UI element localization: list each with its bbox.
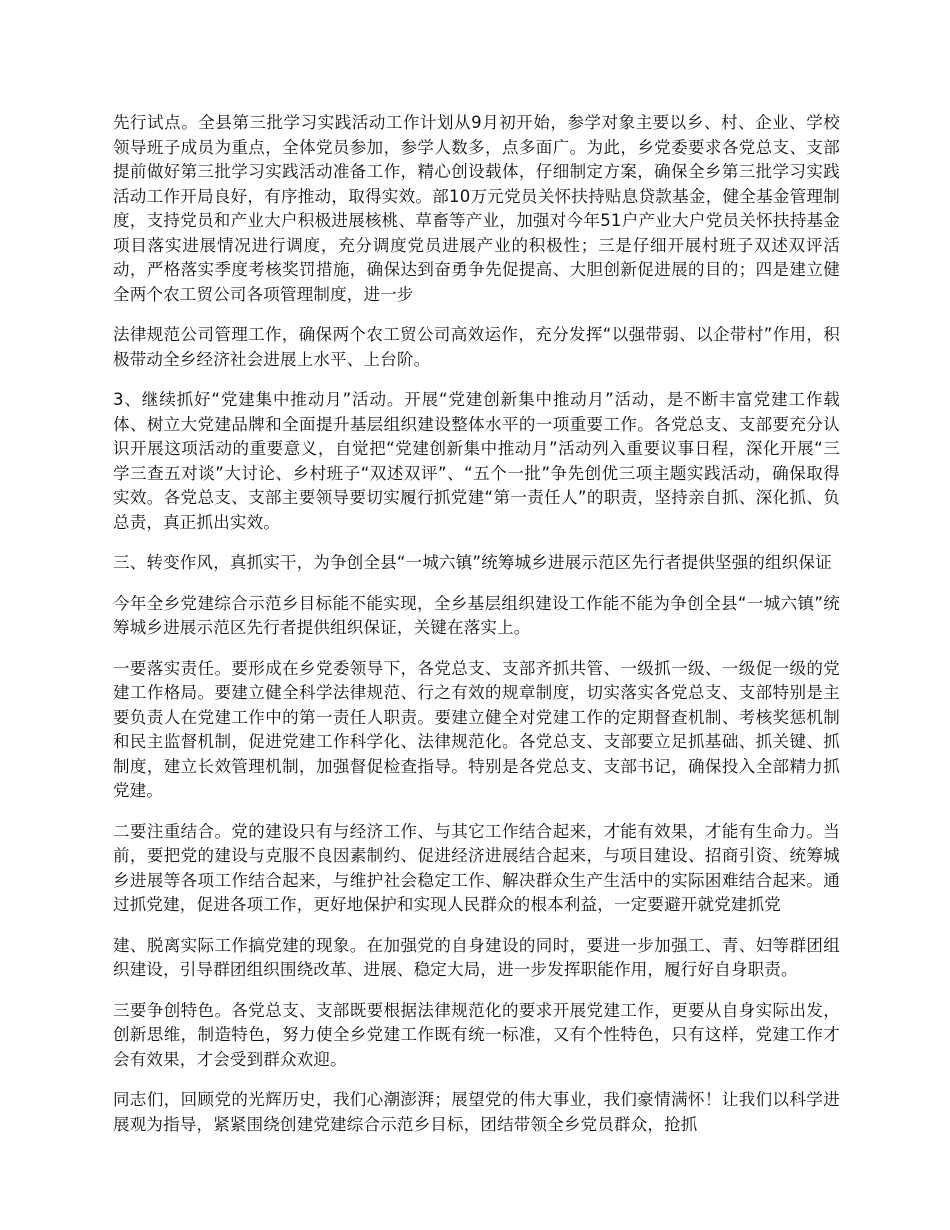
- paragraph-closing: 同志们，回顾党的光辉历史，我们心潮澎湃；展望党的伟大事业，我们豪情满怀！让我们以科学进展观为指导，紧紧围绕创建党建综合示范乡目标，团结带领全乡党员群众，抢抓: [113, 1090, 840, 1134]
- paragraph-pilot-and-fund: 先行试点。全县第三批学习实践活动工作计划从9月初开始，参学对象主要以乡、村、企业、学校领导班子成员为重点，全体党员参加，参学人数多，点多面广。为此，乡党委要求各党总支、支部提前做好第三批学习实践活动准备工作，精心创设载体，仔细制定方案，确保全乡第三批学习实践活动工作开局良好，有序推动，取得实效。部10万元党员关怀扶持贴息贷款基金，健全基金管理制度，支持党员和产业大户积极进展核桃、草畜等产业，加强对今年51户产业大户党员关怀扶持基金项目落实进展情况进行调度，充分调度党员进展产业的积极性；三是仔细开展村班子双述双评活动，严格落实季度考核奖罚措施，确保达到奋勇争先促提高、大胆创新促进展的目的；四是建立健全两个农工贸公司各项管理制度，进一步: [113, 113, 840, 304]
- section-heading-work-style: 三、转变作风，真抓实干，为争创全县“一城六镇”统筹城乡进展示范区先行者提供坚强的组织保证: [113, 553, 832, 572]
- paragraph-responsibility: 一要落实责任。要形成在乡党委领导下，各党总支、支部齐抓共管、一级抓一级、一级促一级的党建工作格局。要建立健全科学法律规范、行之有效的规章制度，切实落实各党总支、支部特别是主要负责人在党建工作中的第一责任人职责。要建立健全对党建工作的定期督查机制、考核奖惩机制和民主监督机制，促进党建工作科学化、法律规范化。各党总支、支部要立足抓基础、抓关键、抓制度，建立长效管理机制，加强督促检查指导。特别是各党总支、支部书记，确保投入全部精力抓党建。: [113, 658, 840, 800]
- document-body: [113, 111, 840, 1153]
- paragraph-key-implementation: 今年全乡党建综合示范乡目标能不能实现，全乡基层组织建设工作能不能为争创全县“一城六镇”统筹城乡进展示范区先行者提供组织保证，关键在落实上。: [113, 593, 840, 637]
- paragraph-integration: 二要注重结合。党的建设只有与经济工作、与其它工作结合起来，才能有效果，才能有生命力。当前，要把党的建设与克服不良因素制约、促进经济进展结合起来，与项目建设、招商引资、统筹城乡进展等各项工作结合起来，与维护社会稳定工作、解决群众生产生活中的实际困难结合起来。通过抓党建，促进各项工作，更好地保护和实现人民群众的根本利益，一定要避开就党建抓党: [113, 821, 840, 914]
- paragraph-characteristics: 三要争创特色。各党总支、支部既要根据法律规范化的要求开展党建工作，更要从自身实际出发，创新思维，制造特色，努力使全乡党建工作既有统一标准，又有个性特色，只有这样，党建工作才会有效果，才会受到群众欢迎。: [113, 1000, 840, 1069]
- paragraph-mass-organizations: 建、脱离实际工作搞党建的现象。在加强党的自身建设的同时，要进一步加强工、青、妇等群团组织建设，引导群团组织围绕改革、进展、稳定大局，进一步发挥职能作用，履行好自身职责。: [113, 935, 840, 979]
- paragraph-company-management: 法律规范公司管理工作，确保两个农工贸公司高效运作，充分发挥“以强带弱、以企带村”作用，积极带动全乡经济社会进展上水平、上台阶。: [113, 325, 840, 369]
- paragraph-promotion-month: 3、继续抓好“党建集中推动月”活动。开展“党建创新集中推动月”活动，是不断丰富党建工作载体、树立大党建品牌和全面提升基层组织建设整体水平的一项重要工作。各党总支、支部要充分认识开展这项活动的重要意义，自觉把“党建创新集中推动月”活动列入重要议事日程，深化开展“三学三查五对谈”大讨论、乡村班子“双述双评”、“五个一批”争先创优三项主题实践活动，确保取得实效。各党总支、支部主要领导要切实履行抓党建“第一责任人”的职责，坚持亲自抓、深化抓、负总责，真正抓出实效。: [113, 390, 840, 532]
